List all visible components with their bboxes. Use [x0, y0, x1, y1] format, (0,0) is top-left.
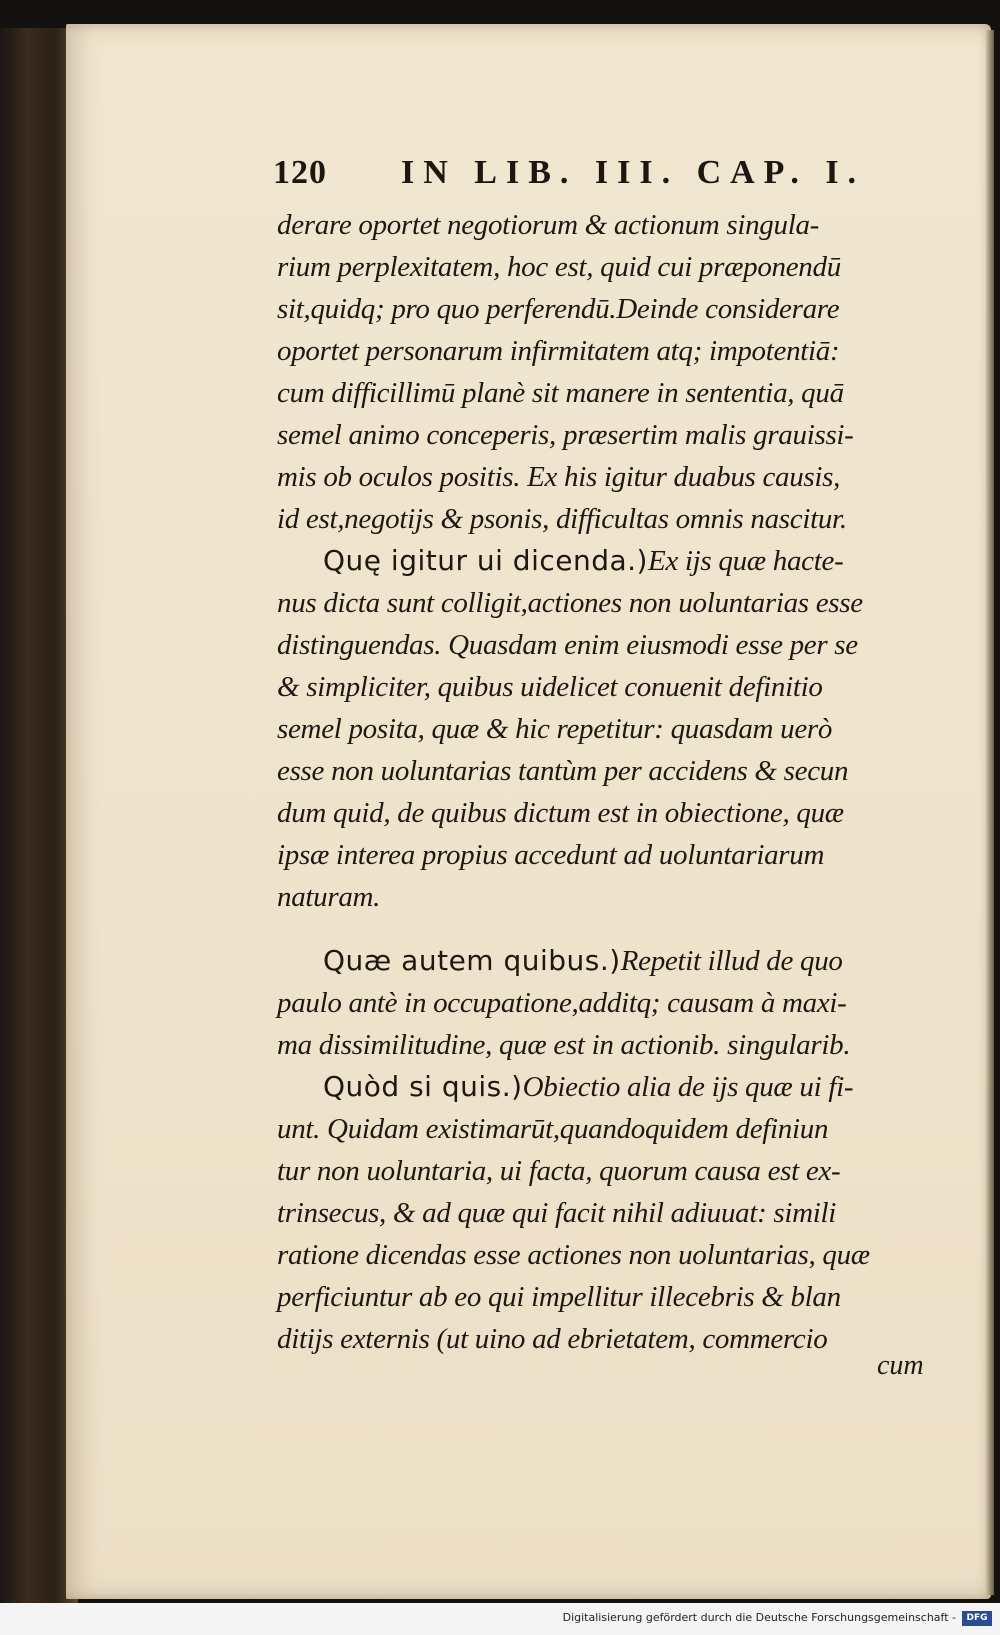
lemma: Quæ autem quibus.): [323, 944, 621, 977]
text-line: [277, 372, 942, 414]
page-edge: [986, 30, 994, 1595]
commentary-text: [277, 204, 942, 1360]
line-text: unt. Quidam existimarūt,quandoquidem definiun: [277, 1113, 829, 1145]
text-line: [277, 330, 942, 372]
text-line: [277, 624, 942, 666]
text-line: [277, 1318, 942, 1360]
dfg-logo: DFG: [962, 1611, 992, 1626]
digitization-footer: [0, 1603, 1000, 1635]
text-line: [277, 246, 942, 288]
line-text: ipsæ interea propius accedunt ad uoluntariarum: [277, 839, 825, 871]
line-text: naturam.: [277, 881, 381, 913]
line-text: ratione dicendas esse actiones non uoluntarias, quæ: [277, 1239, 870, 1271]
text-line: [277, 708, 942, 750]
text-line: [277, 940, 942, 982]
line-text: Ex ijs quæ hacte-: [647, 545, 844, 577]
line-text: tur non uoluntaria, ui facta, quorum causa est ex-: [277, 1155, 841, 1187]
lemma: Quòd si quis.): [323, 1070, 523, 1103]
text-line: [277, 456, 942, 498]
page-number: 120: [273, 154, 327, 191]
paragraph: [277, 940, 942, 1066]
line-text: semel animo conceperis, præsertim malis grauissi-: [277, 419, 854, 451]
text-line: [277, 982, 942, 1024]
digitization-note: Digitalisierung gefördert durch die Deutsche Forschungsgemeinschaft -: [562, 1611, 956, 1624]
text-line: [277, 204, 942, 246]
line-text: perficiuntur ab eo qui impellitur illecebris & blan: [277, 1281, 841, 1313]
line-text: esse non uoluntarias tantùm per accidens & secun: [277, 755, 849, 787]
line-text: id est,negotijs & psonis, difficultas omnis nascitur.: [277, 503, 847, 535]
text-line: [277, 288, 942, 330]
line-text: oportet personarum infirmitatem atq; impotentiā:: [277, 335, 840, 367]
lemma: Quę igitur ui dicenda.): [323, 544, 648, 577]
text-line: [277, 582, 942, 624]
line-text: dum quid, de quibus dictum est in obiectione, quæ: [277, 797, 844, 829]
line-text: ditijs externis (ut uino ad ebrietatem, commercio: [277, 1323, 828, 1355]
line-text: rium perplexitatem, hoc est, quid cui præponendū: [277, 251, 841, 283]
paragraph: [277, 1066, 942, 1360]
text-line: [277, 414, 942, 456]
line-text: & simpliciter, quibus uidelicet conuenit definitio: [277, 671, 823, 703]
text-line: [277, 834, 942, 876]
line-text: ma dissimilitudine, quæ est in actionib. singularib.: [277, 1029, 851, 1061]
line-text: Repetit illud de quo: [620, 945, 843, 977]
line-text: nus dicta sunt colligit,actiones non uoluntarias esse: [277, 587, 863, 619]
line-text: distinguendas. Quasdam enim eiusmodi esse per se: [277, 629, 858, 661]
running-header: [273, 150, 913, 198]
line-text: mis ob oculos positis. Ex his igitur duabus causis,: [277, 461, 841, 493]
paragraph: [277, 204, 942, 540]
text-line: [277, 540, 942, 582]
line-text: Obiectio alia de ijs quæ ui fi-: [522, 1071, 854, 1103]
line-text: trinsecus, & ad quæ qui facit nihil adiuuat: simili: [277, 1197, 837, 1229]
text-line: [277, 498, 942, 540]
line-text: semel posita, quæ & hic repetitur: quasdam uerò: [277, 713, 833, 745]
line-text: cum difficillimū planè sit manere in sententia, quā: [277, 377, 844, 409]
text-line: [277, 1276, 942, 1318]
text-line: [277, 666, 942, 708]
line-text: derare oportet negotiorum & actionum singula-: [277, 209, 820, 241]
text-line: [277, 1150, 942, 1192]
text-line: [277, 876, 942, 918]
running-head-title: IN LIB. III. CAP. I.: [401, 154, 866, 191]
paragraph: [277, 540, 942, 918]
text-line: [277, 1066, 942, 1108]
text-line: [277, 1192, 942, 1234]
text-line: [277, 1234, 942, 1276]
text-line: [277, 1024, 942, 1066]
text-line: [277, 1108, 942, 1150]
text-line: [277, 792, 942, 834]
catchword: cum: [877, 1350, 924, 1381]
text-line: [277, 750, 942, 792]
line-text: sit,quidq; pro quo perferendū.Deinde considerare: [277, 293, 840, 325]
line-text: paulo antè in occupatione,additq; causam à maxi-: [277, 987, 847, 1019]
paragraph-gap: [277, 918, 942, 940]
